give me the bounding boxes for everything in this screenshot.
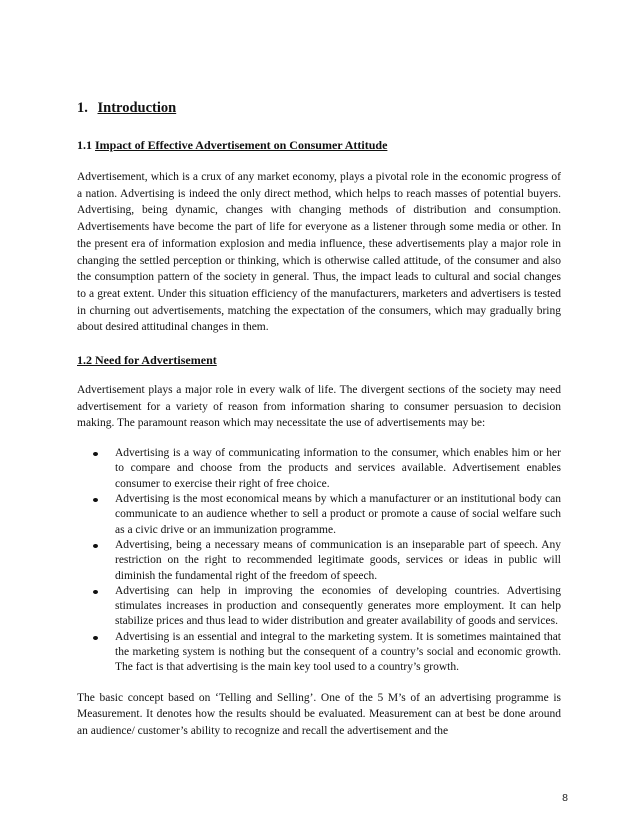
list-item xyxy=(115,492,561,538)
list-item-text: Advertising, being a necessary means of communication is an inseparable part of speech. Any restriction on the right to recommended legitimate goods, services or ideas in public will diminish the fundamental right of the freedom of speech. xyxy=(115,538,561,582)
bullet-icon xyxy=(93,544,98,548)
reasons-list xyxy=(77,446,561,675)
list-item xyxy=(115,630,561,676)
main-heading-number: 1. xyxy=(77,100,88,116)
page-number: 8 xyxy=(562,792,568,804)
section-1-1-number: 1.1 xyxy=(77,138,92,152)
bullet-icon xyxy=(93,452,98,456)
section-1-1-heading xyxy=(77,137,561,153)
list-item xyxy=(115,446,561,492)
page-content xyxy=(77,99,561,740)
section-1-2-title: 1.2 Need for Advertisement xyxy=(77,353,217,368)
list-item-text: Advertising is the most economical means by which a manufacturer or an institutional body can communicate to an audience whether to sell a product or promote a cause of social welfare such as a civic drive or an immunization programme. xyxy=(115,493,561,536)
list-item-text: Advertising is an essential and integral to the marketing system. It is sometimes maintained that the marketing system is nothing but the consequent of a country’s social and economic growth. The fact is that advertising is the main key tool used to a country’s growth. xyxy=(115,630,561,674)
list-item-text: Advertising can help in improving the economies of developing countries. Advertising stimulates increases in production and consequently generates more employment. It can help stabilize prices and thus lead to wider distribution and greater availability of goods and services. xyxy=(115,584,561,628)
section-1-2-heading xyxy=(77,352,561,368)
main-heading-title: Introduction xyxy=(97,100,177,116)
bullet-icon xyxy=(93,590,98,594)
section-1-2-paragraph: Advertisement plays a major role in every walk of life. The divergent sections of the society may need advertisement for a variety of reason from information sharing to consumer persuasion to decision making. The paramount reason which may necessitate the use of advertisements may be: xyxy=(77,384,561,430)
bullet-icon xyxy=(93,498,98,502)
list-item xyxy=(115,584,561,630)
list-item xyxy=(115,538,561,584)
list-item-text: Advertising is a way of communicating information to the consumer, which enables him or her to compare and choose from the products and services available. Advertisement enables consumer to exercise their right of free choice. xyxy=(115,447,561,490)
closing-paragraph: The basic concept based on ‘Telling and Selling’. One of the 5 M’s of an advertising programme is Measurement. It denotes how the results should be evaluated. Measurement can at best be done around an audience/ customer’s ability to recognize and recall the advertisement and the xyxy=(77,691,561,737)
section-1-1-paragraph: Advertisement, which is a crux of any market economy, plays a pivotal role in the economic progress of a nation. Advertising is indeed the only direct method, which helps to reach masses of potential buyers. Advertising, being dynamic, changes with changing methods of distribution and consumption. Advertisements have become the part of life for everyone as a listener through some media or other. In the present era of information explosion and media influence, these advertisements play a major role in changing the settled perception or thinking, which is otherwise called attitude, of the consumer and also the consumption pattern of the society in general. Thus, the impact leads to cultural and social changes to a great extent. Under this situation efficiency of the manufacturers, marketers and advertisers is tested in churning out advertisements, matching the expectation of the consumers, which may gradually bring about desired attitudinal changes in them. xyxy=(77,171,561,334)
section-1-1-title: Impact of Effective Advertisement on Consumer Attitude xyxy=(95,138,388,152)
main-heading xyxy=(77,99,561,117)
bullet-icon xyxy=(93,636,98,640)
